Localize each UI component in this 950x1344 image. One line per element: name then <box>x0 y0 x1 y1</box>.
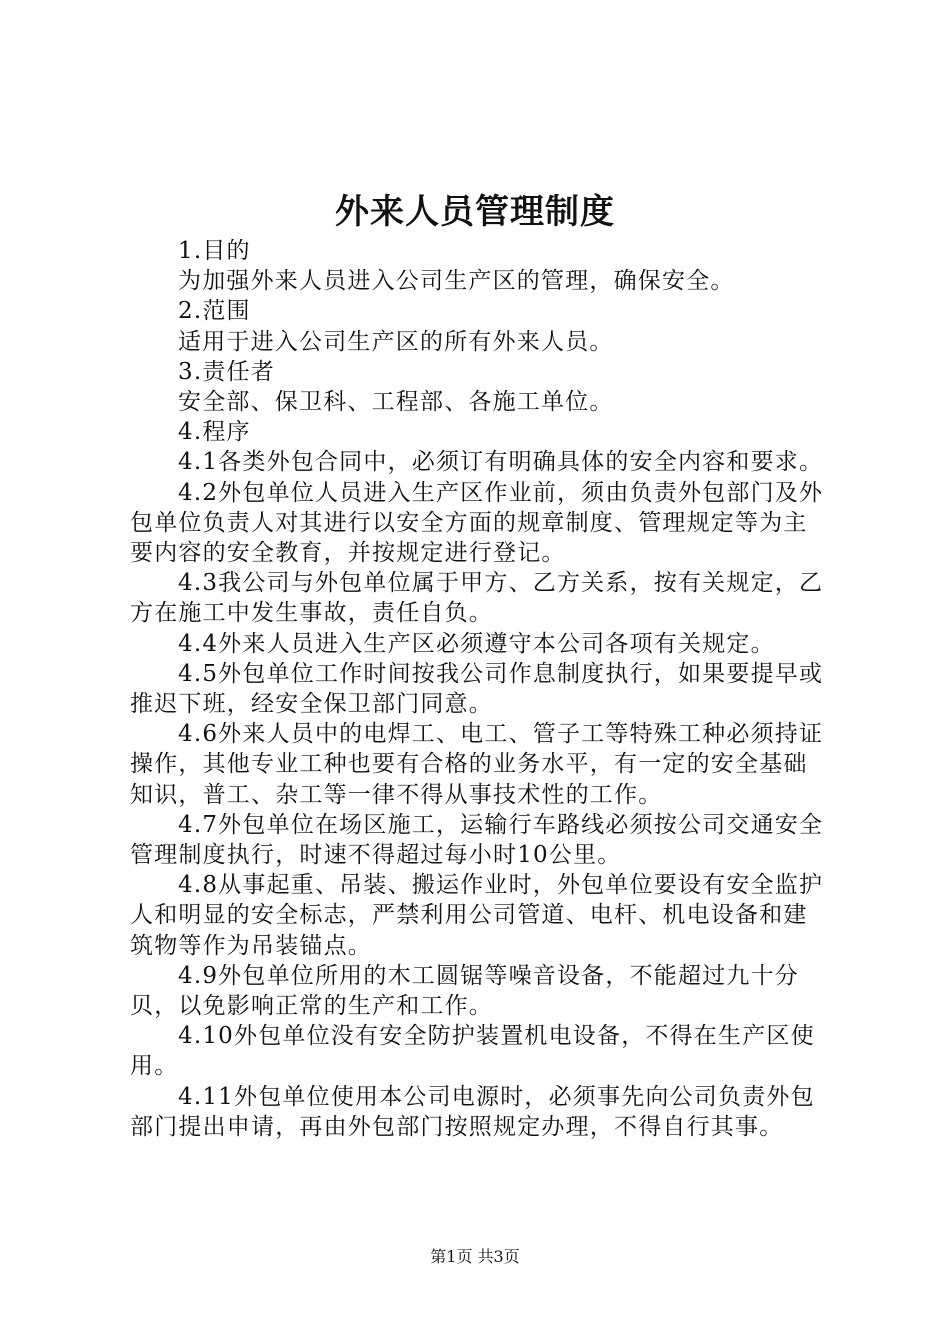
section-heading: 2.范围 <box>178 298 251 325</box>
clause-paragraph: 4.9外包单位所用的木工圆锯等噪音设备，不能超过九十分贝，以免影响正常的生产和工作。 <box>130 962 799 1020</box>
clause-paragraph: 4.4外来人员进入生产区必须遵守本公司各项有关规定。 <box>178 630 775 657</box>
clause-paragraph: 4.7外包单位在场区施工，运输行车路线必须按公司交通安全管理制度执行，时速不得超过每小时10公里。 <box>130 811 824 869</box>
clause-paragraph: 4.10外包单位没有安全防护装置机电设备，不得在生产区使用。 <box>130 1023 815 1080</box>
section-heading: 1.目的 <box>178 238 251 264</box>
page-indicator: 第1页 共3页 <box>430 1247 520 1266</box>
clause-paragraph: 4.8从事起重、吊装、搬运作业时，外包单位要设有安全监护人和明显的安全标志，严禁利用公司管道、电杆、机电设备和建筑物等作为吊装锚点。 <box>130 872 824 959</box>
section-text: 为加强外来人员进入公司生产区的管理，确保安全。 <box>178 268 735 295</box>
section-text: 安全部、保卫科、工程部、各施工单位。 <box>178 389 614 416</box>
section-heading: 4.程序 <box>178 419 251 446</box>
clause-paragraph: 4.1各类外包合同中，必须订有明确具体的安全内容和要求。 <box>178 449 824 476</box>
clause-paragraph: 4.2外包单位人员进入生产区作业前，须由负责外包部门及外包单位负责人对其进行以安全方面的规章制度、管理规定等为主要内容的安全教育，并按规定进行登记。 <box>130 479 824 567</box>
clause-paragraph: 4.3我公司与外包单位属于甲方、乙方关系，按有关规定，乙方在施工中发生事故，责任自负。 <box>130 570 824 627</box>
clause-paragraph: 4.6外来人员中的电焊工、电工、管子工等特殊工种必须持证操作，其他专业工种也要有合格的业务水平，有一定的安全基础知识，普工、杂工等一律不得从事技术性的工作。 <box>130 721 824 808</box>
section-text: 适用于进入公司生产区的所有外来人员。 <box>178 328 614 355</box>
section-heading: 3.责任者 <box>178 358 275 385</box>
clause-paragraph: 4.11外包单位使用本公司电源时，必须事先向公司负责外包部门提出申请，再由外包部门按照规定办理，不得自行其事。 <box>130 1083 815 1140</box>
clause-paragraph: 4.5外包单位工作时间按我公司作息制度执行，如果要提早或推迟下班，经安全保卫部门同意。 <box>130 660 824 718</box>
document-title: 外来人员管理制度 <box>335 192 615 232</box>
document-body <box>130 236 830 1142</box>
